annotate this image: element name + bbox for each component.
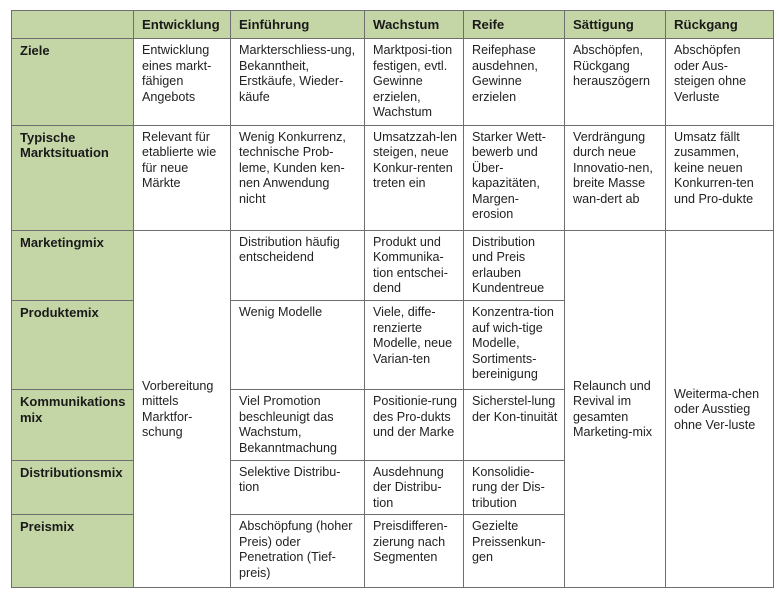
col-header-rueckgang: Rückgang (666, 11, 774, 39)
cell-preismix-reife: Gezielte Preissenkun-gen (464, 515, 565, 588)
cell-marktsituation-saettigung: Verdrängung durch neue Innovatio-nen, breite Masse wan-dert ab (565, 125, 666, 230)
cell-preismix-wachstum: Preisdifferen-zierung nach Segmenten (365, 515, 464, 588)
table-row-marketingmix (12, 230, 774, 301)
cell-ziele-entwicklung: Entwicklung eines markt-fähigen Angebots (134, 39, 231, 126)
col-header-einfuehrung: Einführung (231, 11, 365, 39)
cell-distributionsmix-reife: Konsolidie-rung der Dis-tribution (464, 460, 565, 514)
row-header-marketingmix: Marketingmix (12, 230, 134, 301)
cell-ziele-reife: Reifephase ausdehnen, Gewinne erzielen (464, 39, 565, 126)
col-header-reife: Reife (464, 11, 565, 39)
cell-marketingmix-einfuehrung: Distribution häufig entscheidend (231, 230, 365, 301)
lifecycle-table (11, 10, 774, 588)
cell-kommunikationsmix-reife: Sicherstel-lung der Kon-tinuität (464, 390, 565, 461)
row-header-produktemix: Produktemix (12, 301, 134, 390)
cell-merged-saettigung: Relaunch und Revival im gesamten Marketing-mix (565, 230, 666, 587)
cell-marketingmix-reife: Distribution und Preis erlauben Kundentreue (464, 230, 565, 301)
cell-produktemix-reife: Konzentra-tion auf wich-tige Modelle, Sortiments-bereinigung (464, 301, 565, 390)
col-header-wachstum: Wachstum (365, 11, 464, 39)
col-header-entwicklung: Entwicklung (134, 11, 231, 39)
cell-distributionsmix-wachstum: Ausdehnung der Distribu-tion (365, 460, 464, 514)
cell-ziele-rueckgang: Abschöpfen oder Aus-steigen ohne Verluste (666, 39, 774, 126)
row-header-kommunikationsmix: Kommunikations mix (12, 390, 134, 461)
cell-merged-entwicklung: Vorbereitung mittels Marktfor-schung (134, 230, 231, 587)
cell-distributionsmix-einfuehrung: Selektive Distribu-tion (231, 460, 365, 514)
cell-merged-rueckgang: Weiterma-chen oder Ausstieg ohne Ver-luste (666, 230, 774, 587)
cell-ziele-saettigung: Abschöpfen, Rückgang herauszögern (565, 39, 666, 126)
header-corner (12, 11, 134, 39)
cell-kommunikationsmix-einfuehrung: Viel Promotion beschleunigt das Wachstum, Bekanntmachung (231, 390, 365, 461)
cell-marktsituation-rueckgang: Umsatz fällt zusammen, keine neuen Konkurren-ten und Pro-dukte (666, 125, 774, 230)
cell-preismix-einfuehrung: Abschöpfung (hoher Preis) oder Penetration (Tief-preis) (231, 515, 365, 588)
col-header-saettigung: Sättigung (565, 11, 666, 39)
row-header-marktsituation: Typische Marktsituation (12, 125, 134, 230)
cell-kommunikationsmix-wachstum: Positionie-rung des Pro-dukts und der Marke (365, 390, 464, 461)
cell-ziele-einfuehrung: Markterschliess-ung, Bekanntheit, Erstkäufe, Wieder-käufe (231, 39, 365, 126)
cell-marketingmix-wachstum: Produkt und Kommunika-tion entschei-dend (365, 230, 464, 301)
row-header-preismix: Preismix (12, 515, 134, 588)
header-row (12, 11, 774, 39)
cell-ziele-wachstum: Marktposi-tion festigen, evtl. Gewinne erzielen, Wachstum (365, 39, 464, 126)
table-row-ziele (12, 39, 774, 126)
cell-marktsituation-einfuehrung: Wenig Konkurrenz, technische Prob-leme, Kunden ken-nen Anwendung nicht (231, 125, 365, 230)
table-row-marktsituation (12, 125, 774, 230)
cell-produktemix-wachstum: Viele, diffe-renzierte Modelle, neue Varian-ten (365, 301, 464, 390)
cell-marktsituation-wachstum: Umsatzzah-len steigen, neue Konkur-renten treten ein (365, 125, 464, 230)
row-header-ziele: Ziele (12, 39, 134, 126)
row-header-distributionsmix: Distributionsmix (12, 460, 134, 514)
cell-marktsituation-entwicklung: Relevant für etablierte wie für neue Märkte (134, 125, 231, 230)
cell-produktemix-einfuehrung: Wenig Modelle (231, 301, 365, 390)
cell-marktsituation-reife: Starker Wett-bewerb und Über-kapazitäten, Margen-erosion (464, 125, 565, 230)
